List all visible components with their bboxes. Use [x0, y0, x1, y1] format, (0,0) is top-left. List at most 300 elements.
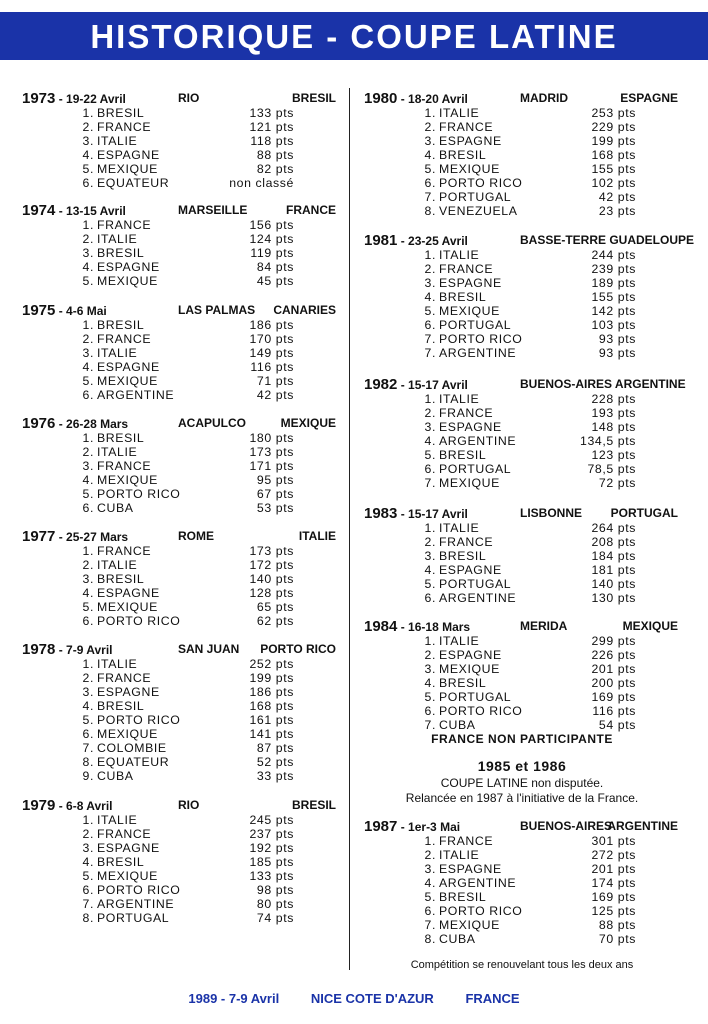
result-row: [364, 577, 680, 591]
result-country: FRANCE: [97, 827, 152, 841]
result-country: ESPAGNE: [97, 260, 160, 274]
result-rank: 1.: [82, 657, 94, 671]
result-row: [22, 657, 338, 671]
event-country: MEXIQUE: [280, 416, 336, 430]
result-row: [22, 232, 338, 246]
result-rank: 1.: [82, 106, 94, 120]
result-country: FRANCE: [97, 671, 152, 685]
result-row: [22, 869, 338, 883]
year-label: 1977: [22, 528, 56, 545]
result-points: 42 pts: [256, 388, 294, 402]
result-points: 228 pts: [591, 392, 636, 406]
event-dates: 13-15 Avril: [66, 204, 126, 218]
result-points: 78,5 pts: [587, 462, 636, 476]
result-rank: 6.: [82, 727, 94, 741]
year-separator: -: [55, 92, 67, 106]
result-row: [364, 248, 680, 262]
result-rank: 1.: [424, 106, 436, 120]
result-country: FRANCE: [439, 262, 494, 276]
event-dates: 15-17 Avril: [408, 507, 468, 521]
result-rank: 6.: [82, 388, 94, 402]
result-rank: 1.: [424, 248, 436, 262]
year-label: 1982: [364, 376, 398, 393]
interlude-heading: 1985 et 1986: [477, 758, 567, 774]
result-points: 200 pts: [591, 676, 636, 690]
result-row: [22, 897, 338, 911]
result-points: 199 pts: [591, 134, 636, 148]
event-country: FRANCE: [286, 203, 336, 217]
result-row: [22, 332, 338, 346]
result-points: 148 pts: [591, 420, 636, 434]
bottom-note: Compétition se renouvelant tous les deux ans: [410, 959, 634, 971]
result-points: 33 pts: [256, 769, 294, 783]
result-rank: 3.: [424, 276, 436, 290]
result-row: [22, 162, 338, 176]
result-row: [22, 106, 338, 120]
result-country: MEXIQUE: [97, 374, 158, 388]
result-rank: 1.: [82, 813, 94, 827]
result-rank: 4.: [82, 260, 94, 274]
result-rank: 5.: [82, 487, 94, 501]
result-row: [22, 699, 338, 713]
result-rank: 7.: [424, 718, 436, 732]
event-country: MEXIQUE: [622, 619, 678, 633]
result-points: 102 pts: [591, 176, 636, 190]
result-rank: 5.: [424, 577, 436, 591]
result-rank: 6.: [424, 704, 436, 718]
result-points: 140 pts: [249, 572, 294, 586]
event-country: BRESIL: [291, 798, 336, 812]
result-points: 88 pts: [256, 148, 294, 162]
result-points: 23 pts: [598, 204, 636, 218]
result-row: [364, 290, 680, 304]
event-dates: 15-17 Avril: [408, 378, 468, 392]
event-city: RIO: [178, 91, 200, 105]
result-points: 185 pts: [249, 855, 294, 869]
result-row: [364, 434, 680, 448]
event-dates: 25-27 Mars: [66, 530, 129, 544]
result-rank: 3.: [424, 134, 436, 148]
result-row: [22, 445, 338, 459]
result-rank: 2.: [82, 232, 94, 246]
year-header: [22, 797, 338, 813]
result-points: 171 pts: [249, 459, 294, 473]
result-points: 253 pts: [591, 106, 636, 120]
result-country: ITALIE: [97, 232, 138, 246]
result-row: [22, 374, 338, 388]
result-points: 62 pts: [256, 614, 294, 628]
result-points: 244 pts: [591, 248, 636, 262]
result-points: 130 pts: [591, 591, 636, 605]
year-header: [22, 202, 338, 218]
event-city: MADRID: [520, 91, 568, 105]
result-country: PORTUGAL: [439, 690, 512, 704]
result-row: [22, 360, 338, 374]
result-country: PORTO RICO: [97, 614, 181, 628]
result-points: 169 pts: [591, 690, 636, 704]
result-points: 72 pts: [598, 476, 636, 490]
result-rank: 7.: [424, 332, 436, 346]
result-row: [364, 876, 680, 890]
result-points: 95 pts: [256, 473, 294, 487]
result-rank: 8.: [424, 932, 436, 946]
event-city: LAS PALMAS: [178, 303, 256, 317]
result-country: ESPAGNE: [439, 276, 502, 290]
result-rank: 4.: [82, 473, 94, 487]
result-country: CUBA: [439, 932, 476, 946]
year-separator: -: [55, 530, 67, 544]
result-points: 226 pts: [591, 648, 636, 662]
result-row: [22, 671, 338, 685]
event-dates: 18-20 Avril: [408, 92, 468, 106]
result-points: 53 pts: [256, 501, 294, 515]
result-row: [364, 176, 680, 190]
result-rank: 6.: [82, 176, 94, 190]
result-rank: 1.: [82, 431, 94, 445]
result-rank: 1.: [82, 218, 94, 232]
result-row: [22, 586, 338, 600]
result-row: [364, 304, 680, 318]
result-points: 140 pts: [591, 577, 636, 591]
result-points: 172 pts: [249, 558, 294, 572]
result-rank: 6.: [424, 591, 436, 605]
result-points: 192 pts: [249, 841, 294, 855]
result-country: BRESIL: [97, 572, 145, 586]
result-points: 87 pts: [256, 741, 294, 755]
year-block: [22, 90, 338, 190]
result-row: [22, 572, 338, 586]
result-rank: 2.: [82, 332, 94, 346]
result-country: BRESIL: [97, 431, 145, 445]
result-row: [22, 120, 338, 134]
event-dates: 4-6 Mai: [66, 304, 107, 318]
result-points: 201 pts: [591, 862, 636, 876]
result-rank: 3.: [82, 685, 94, 699]
year-separator: -: [397, 507, 409, 521]
year-header: [22, 90, 338, 106]
result-row: [364, 420, 680, 434]
result-row: [364, 276, 680, 290]
year-block: [22, 415, 338, 515]
result-points: 74 pts: [256, 911, 294, 925]
year-label: 1976: [22, 415, 56, 432]
result-country: BRESIL: [439, 448, 487, 462]
result-row: [22, 755, 338, 769]
year-separator: -: [55, 643, 67, 657]
result-row: [364, 662, 680, 676]
result-row: [22, 813, 338, 827]
result-points: 54 pts: [598, 718, 636, 732]
result-points: 116 pts: [250, 360, 294, 374]
result-rank: 5.: [82, 713, 94, 727]
result-row: [22, 614, 338, 628]
result-rank: 2.: [424, 848, 436, 862]
year-separator: -: [397, 620, 409, 634]
result-points: 80 pts: [256, 897, 294, 911]
result-country: FRANCE: [97, 459, 152, 473]
result-rank: 5.: [82, 600, 94, 614]
result-rank: 5.: [424, 690, 436, 704]
result-country: ARGENTINE: [97, 897, 175, 911]
result-country: MEXIQUE: [97, 600, 158, 614]
result-row: [364, 535, 680, 549]
result-country: ESPAGNE: [439, 862, 502, 876]
result-points: 181 pts: [591, 563, 636, 577]
result-country: ARGENTINE: [97, 388, 175, 402]
result-points: 169 pts: [591, 890, 636, 904]
result-points: 88 pts: [598, 918, 636, 932]
year-label: 1980: [364, 90, 398, 107]
year-header: [364, 618, 680, 634]
result-row: [364, 521, 680, 535]
result-country: MEXIQUE: [97, 473, 158, 487]
result-row: [22, 473, 338, 487]
result-country: FRANCE: [97, 120, 152, 134]
year-header: [22, 528, 338, 544]
year-label: 1975: [22, 302, 56, 319]
result-country: ITALIE: [97, 813, 138, 827]
result-row: [22, 727, 338, 741]
result-row: [22, 260, 338, 274]
result-points: 123 pts: [591, 448, 636, 462]
result-points: 186 pts: [249, 685, 294, 699]
year-block: [364, 505, 680, 605]
result-row: [22, 501, 338, 515]
result-country: VENEZUELA: [439, 204, 518, 218]
result-rank: 4.: [82, 855, 94, 869]
result-country: BRESIL: [97, 318, 145, 332]
result-rank: 2.: [82, 120, 94, 134]
year-block: [364, 818, 680, 946]
result-country: ESPAGNE: [97, 586, 160, 600]
result-row: [364, 476, 680, 490]
year-separator: -: [397, 92, 409, 106]
year-header: [22, 415, 338, 431]
result-country: PORTO RICO: [439, 176, 523, 190]
result-points: 174 pts: [591, 876, 636, 890]
result-country: FRANCE: [97, 218, 152, 232]
result-rank: 1.: [424, 392, 436, 406]
result-country: FRANCE: [439, 535, 494, 549]
result-row: [22, 318, 338, 332]
year-label: 1987: [364, 818, 398, 835]
interlude-line: Relancée en 1987 à l'initiative de la France.: [405, 791, 639, 805]
result-points: 52 pts: [256, 755, 294, 769]
result-rank: 8.: [82, 755, 94, 769]
result-country: ESPAGNE: [97, 685, 160, 699]
year-separator: -: [55, 799, 67, 813]
year-separator: -: [397, 234, 409, 248]
result-rank: 4.: [424, 876, 436, 890]
result-points: 133 pts: [249, 869, 294, 883]
result-country: CUBA: [439, 718, 476, 732]
year-separator: -: [55, 304, 67, 318]
result-row: [22, 176, 338, 190]
result-points: 134,5 pts: [580, 434, 636, 448]
result-rank: 3.: [82, 841, 94, 855]
result-country: COLOMBIE: [97, 741, 167, 755]
result-row: [364, 120, 680, 134]
result-row: [22, 685, 338, 699]
event-city: ACAPULCO: [178, 416, 246, 430]
result-row: [364, 690, 680, 704]
result-rank: 2.: [82, 827, 94, 841]
result-points: 121 pts: [249, 120, 294, 134]
event-city: BASSE-TERRE GUADELOUPE: [520, 233, 695, 247]
result-points: 184 pts: [591, 549, 636, 563]
footer-next-edition: [0, 991, 708, 1006]
year-separator: -: [55, 417, 67, 431]
result-rank: 4.: [424, 676, 436, 690]
result-country: ITALIE: [439, 521, 480, 535]
result-points: 155 pts: [591, 162, 636, 176]
result-row: [364, 148, 680, 162]
event-city: BUENOS-AIRES ARGENTINE: [520, 377, 686, 391]
result-points: 93 pts: [598, 346, 636, 360]
event-country: ITALIE: [298, 529, 336, 543]
result-row: [364, 190, 680, 204]
result-rank: 5.: [424, 304, 436, 318]
result-country: MEXIQUE: [439, 662, 500, 676]
result-country: FRANCE: [439, 406, 494, 420]
result-rank: 8.: [424, 204, 436, 218]
result-row: [364, 346, 680, 360]
event-country: PORTO RICO: [260, 642, 336, 656]
event-city: ROME: [178, 529, 214, 543]
result-country: ESPAGNE: [439, 420, 502, 434]
result-rank: 5.: [82, 374, 94, 388]
result-row: [364, 890, 680, 904]
year-separator: -: [55, 204, 67, 218]
result-country: FRANCE: [97, 544, 152, 558]
result-rank: 5.: [424, 890, 436, 904]
year-block: [364, 232, 695, 360]
result-points: 168 pts: [591, 148, 636, 162]
result-country: BRESIL: [97, 699, 145, 713]
result-row: [22, 713, 338, 727]
participation-note: FRANCE NON PARTICIPANTE: [431, 732, 613, 746]
event-dates: 1er-3 Mai: [408, 820, 461, 834]
event-dates: 26-28 Mars: [66, 417, 129, 431]
result-rank: 4.: [424, 148, 436, 162]
year-separator: -: [397, 820, 409, 834]
result-country: ITALIE: [439, 392, 480, 406]
result-points: 193 pts: [591, 406, 636, 420]
result-points: 124 pts: [249, 232, 294, 246]
result-row: [364, 262, 680, 276]
year-label: 1979: [22, 797, 56, 814]
result-rank: 5.: [82, 162, 94, 176]
result-row: [22, 883, 338, 897]
result-country: ITALIE: [97, 445, 138, 459]
result-rank: 3.: [424, 862, 436, 876]
result-rank: 2.: [424, 262, 436, 276]
year-label: 1974: [22, 202, 56, 219]
result-country: PORTO RICO: [97, 713, 181, 727]
result-country: ARGENTINE: [439, 346, 517, 360]
result-points: 155 pts: [591, 290, 636, 304]
event-dates: 19-22 Avril: [66, 92, 126, 106]
year-block: [22, 641, 338, 783]
result-rank: 1.: [82, 318, 94, 332]
result-country: BRESIL: [439, 148, 487, 162]
result-row: [364, 834, 680, 848]
result-rank: 6.: [424, 176, 436, 190]
year-block: [364, 376, 686, 490]
result-rank: 4.: [424, 563, 436, 577]
result-country: ESPAGNE: [439, 563, 502, 577]
title-banner: [0, 12, 708, 60]
result-points: 272 pts: [591, 848, 636, 862]
result-row: [22, 841, 338, 855]
result-country: ITALIE: [439, 634, 480, 648]
result-rank: 4.: [82, 586, 94, 600]
result-rank: 2.: [82, 671, 94, 685]
result-row: [22, 769, 338, 783]
result-country: PORTUGAL: [439, 577, 512, 591]
year-block: [22, 528, 338, 628]
result-points: 67 pts: [256, 487, 294, 501]
result-rank: 3.: [82, 346, 94, 360]
result-rank: 3.: [82, 134, 94, 148]
result-country: MEXIQUE: [439, 304, 500, 318]
result-row: [364, 862, 680, 876]
column-divider: [349, 88, 350, 970]
result-rank: 2.: [82, 558, 94, 572]
result-rank: 7.: [424, 190, 436, 204]
result-country: MEXIQUE: [439, 476, 500, 490]
result-row: [22, 600, 338, 614]
result-country: PORTO RICO: [97, 883, 181, 897]
year-header: [364, 232, 695, 249]
result-points: 201 pts: [591, 662, 636, 676]
result-rank: 1.: [424, 521, 436, 535]
result-row: [22, 346, 338, 360]
result-row: [364, 162, 680, 176]
result-country: MEXIQUE: [439, 162, 500, 176]
footer-year: 1989 - 7-9 Avril: [188, 991, 280, 1006]
year-label: 1984: [364, 618, 398, 635]
event-city: LISBONNE: [520, 506, 583, 520]
result-row: [364, 848, 680, 862]
year-block: [22, 302, 338, 402]
event-dates: 7-9 Avril: [66, 643, 113, 657]
result-row: [364, 549, 680, 563]
result-rank: 7.: [82, 741, 94, 755]
result-country: MEXIQUE: [97, 274, 158, 288]
result-rank: 6.: [82, 883, 94, 897]
result-country: PORTO RICO: [439, 704, 523, 718]
year-header: [364, 90, 680, 106]
page-title: HISTORIQUE - COUPE LATINE: [90, 18, 618, 55]
result-country: ITALIE: [97, 657, 138, 671]
event-city: RIO: [178, 798, 200, 812]
result-points: 93 pts: [598, 332, 636, 346]
result-rank: 2.: [424, 120, 436, 134]
result-row: [22, 148, 338, 162]
result-country: BRESIL: [439, 890, 487, 904]
result-rank: 3.: [424, 662, 436, 676]
year-block: [22, 202, 338, 288]
result-country: ESPAGNE: [439, 648, 502, 662]
result-rank: 5.: [82, 274, 94, 288]
result-points: 170 pts: [249, 332, 294, 346]
result-country: BRESIL: [97, 246, 145, 260]
result-rank: 7.: [424, 346, 436, 360]
result-country: PORTUGAL: [439, 318, 512, 332]
result-points: 301 pts: [591, 834, 636, 848]
year-label: 1983: [364, 505, 398, 522]
